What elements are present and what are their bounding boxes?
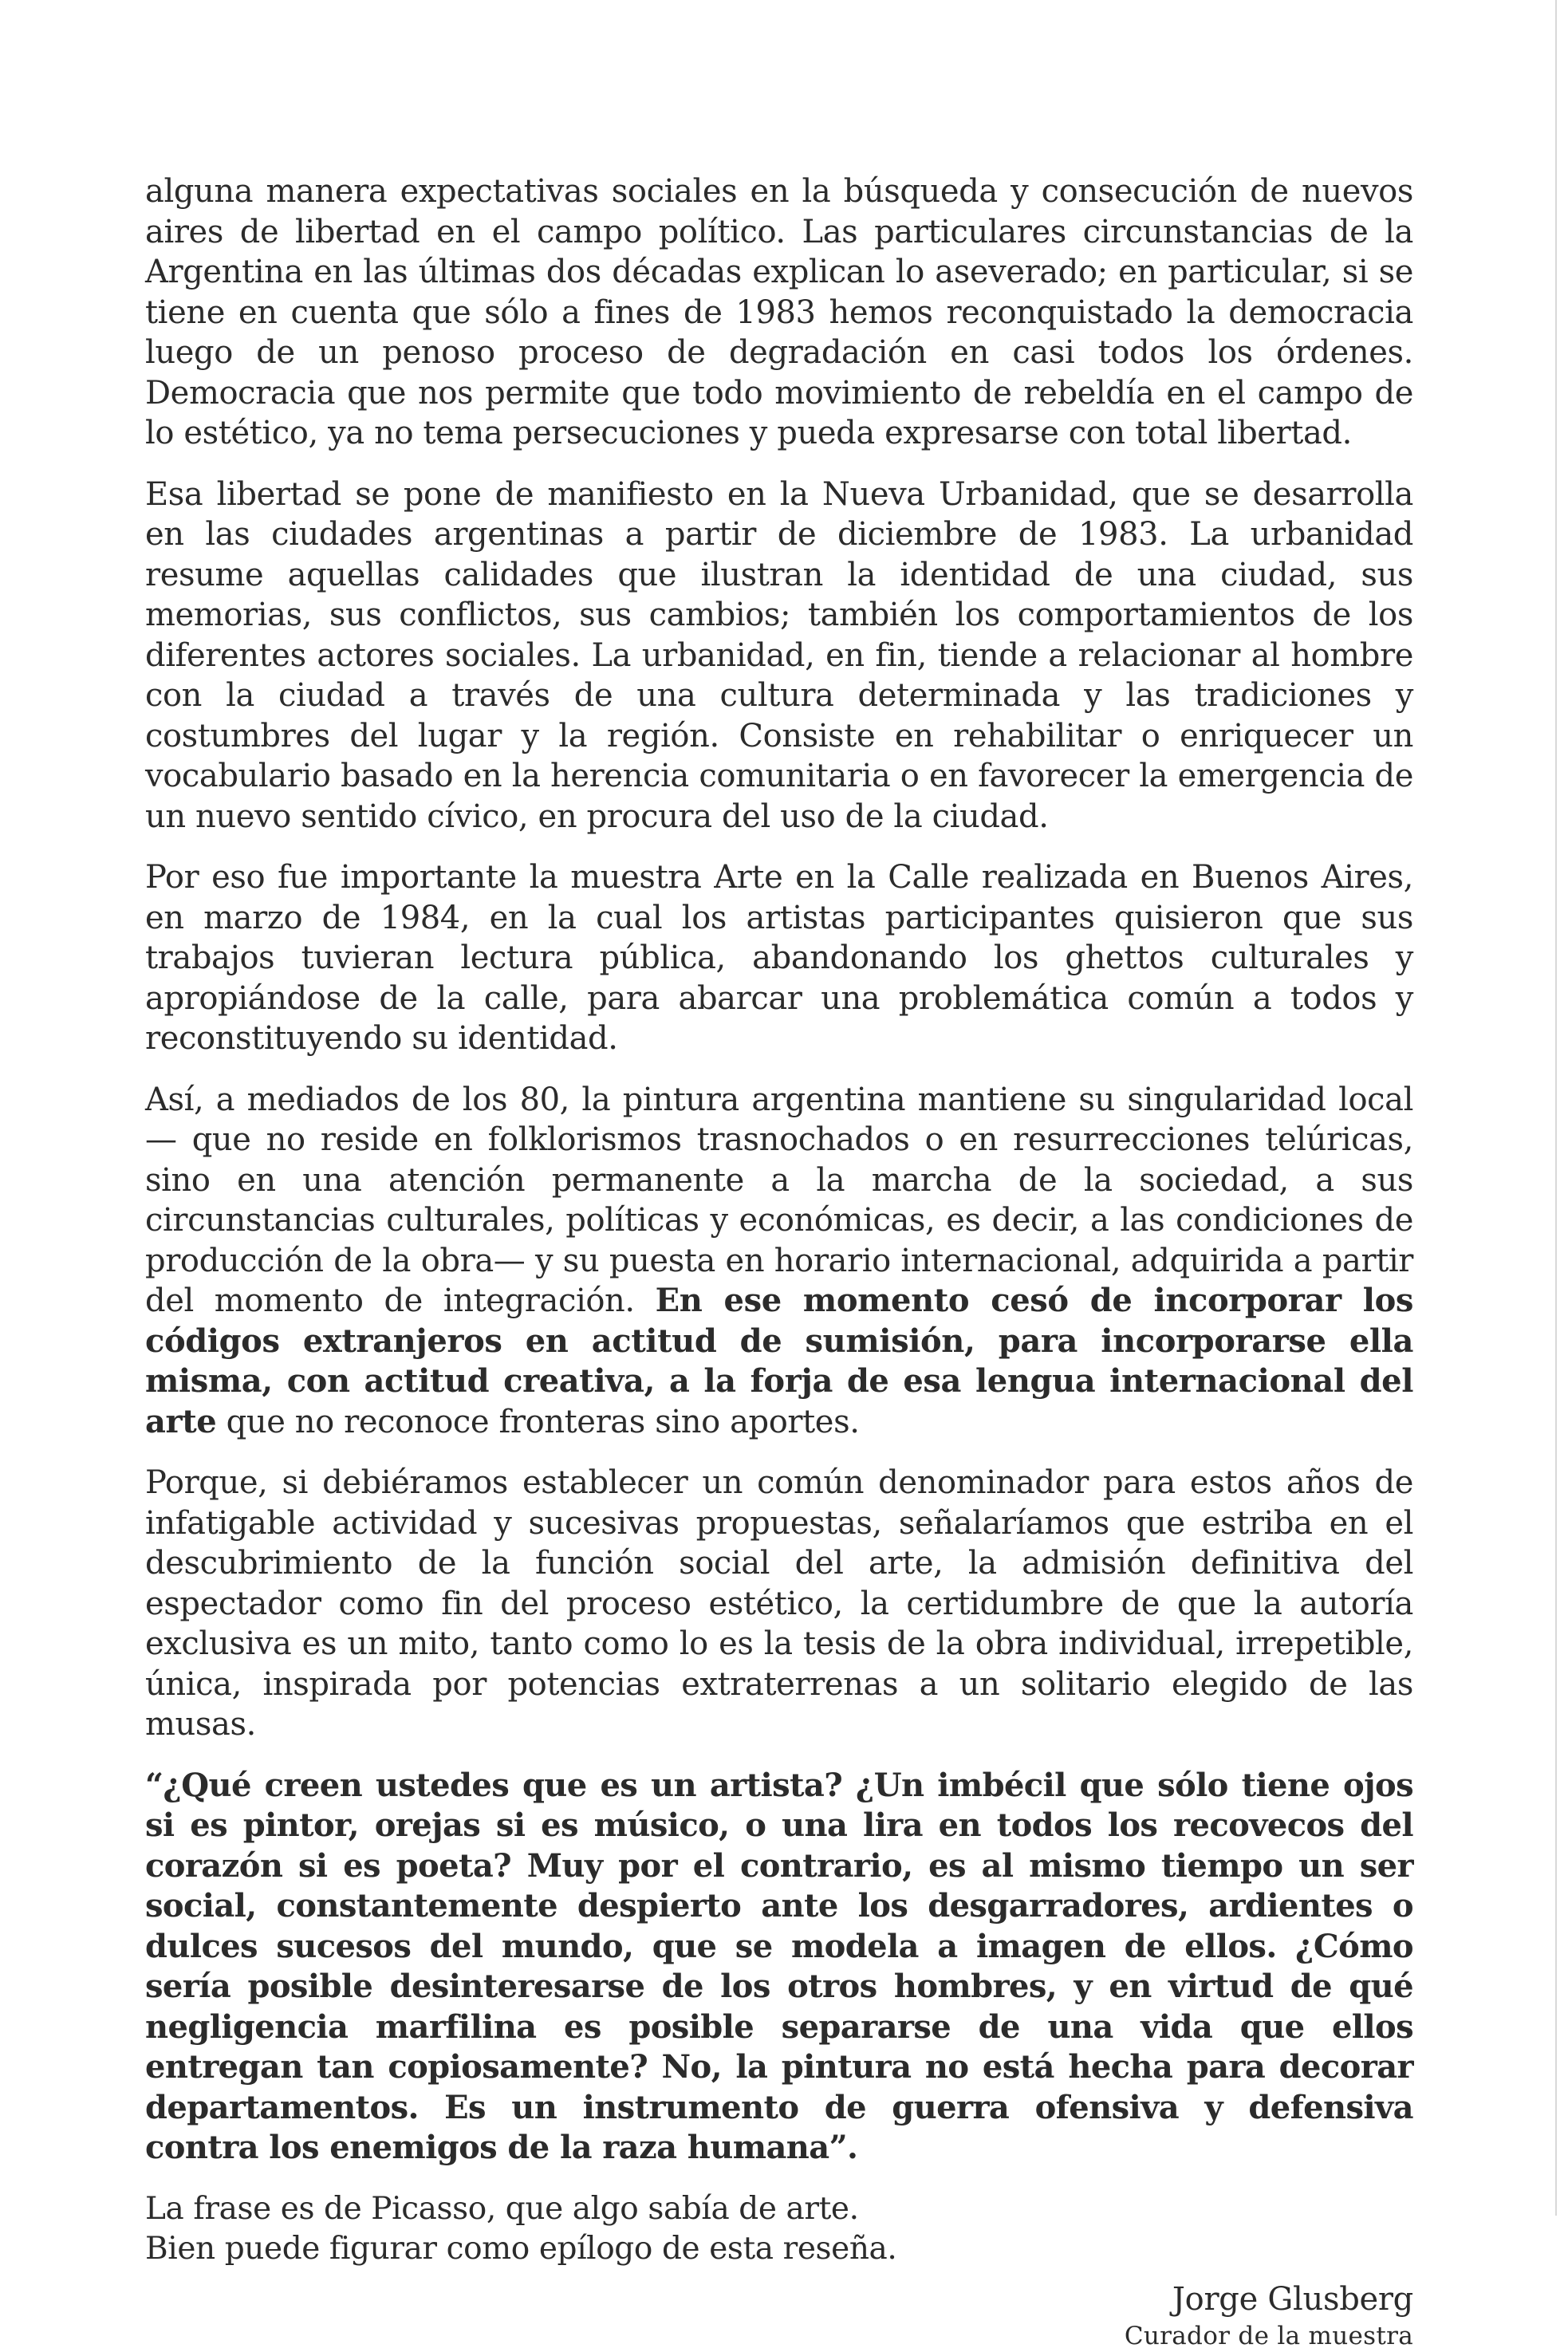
paragraph-4-bold: En ese momento cesó de incorporar los códigos extranjeros en actitud de sumisión, para incorporarse ella misma, con actitud creativa, a la forja de esa lengua internacional del arte (145, 1282, 1413, 1440)
signature-name: Jorge Glusberg (1172, 2280, 1413, 2318)
paragraph-1: alguna manera expectativas sociales en la búsqueda y consecución de nuevos aires de libertad en el campo político. Las particulares circunstancias de la Argentina en las últimas dos décadas explican lo aseverado; en particular, si se tiene en cuenta que sólo a fines de 1983 hemos reconquistado la democracia luego de un penoso proceso de degradación en casi todos los órdenes. Democracia que nos permite que todo movimiento de rebeldía en el campo de lo estético, ya no tema persecuciones y pueda expresarse con total libertad. (145, 173, 1413, 451)
closing-line-1: La frase es de Picasso, que algo sabía de arte. (145, 2190, 859, 2227)
signature-block (145, 2279, 1413, 2352)
paragraph-4-start: Así, a mediados de los 80, la pintura argentina mantiene su singularidad local — que no reside en folklorismos trasnochados o en resurrecciones telúricas, sino en una atención permanente a la marcha de la sociedad, a sus circunstancias culturales, políticas y económicas, es decir, a las condiciones de producción de la obra— y su puesta en horario internacional, adquirida a partir del momento de integración. (145, 1081, 1413, 1319)
signature-role: Curador de la muestra (1124, 2321, 1413, 2350)
paragraph-4-end: que no reconoce fronteras sino aportes. (216, 1403, 860, 1440)
paragraph-3: Por eso fue importante la muestra Arte en la Calle realizada en Buenos Aires, en marzo de 1984, en la cual los artistas participantes quisieron que sus trabajos tuvieran lectura pública, abandonando los ghettos culturales y apropiándose de la calle, para abarcar una problemática común a todos y reconstituyendo su identidad. (145, 859, 1413, 1057)
paragraph-4 (145, 1080, 1413, 1443)
paragraph-5: Porque, si debiéramos establecer un común denominador para estos años de infatigable actividad y sucesivas propuestas, señalaríamos que estriba en el descubrimiento de la función social del arte, la admisión definitiva del espectador como fin del proceso estético, la certidumbre de que la autoría exclusiva es un mito, tanto como lo es la tesis de la obra individual, irrepetible, única, inspirada por potencias extraterrenas a un solitario elegido de las musas. (145, 1464, 1413, 1743)
picasso-quote: “¿Qué creen ustedes que es un artista? ¿Un imbécil que sólo tiene ojos si es pintor, orejas si es músico, o una lira en todos los recovecos del corazón si es poeta? Muy por el contrario, es al mismo tiempo un ser social, constantemente despierto ante los desgarradores, ardientes o dulces sucesos del mundo, que se modela a imagen de ellos. ¿Cómo sería posible desinteresarse de los otros hombres, y en virtud de qué negligencia marfilina es posible separarse de una vida que ellos entregan tan copiosamente? No, la pintura no está hecha para decorar departamentos. Es un instrumento de guerra ofensiva y defensiva contra los enemigos de la raza humana”. (145, 1766, 1413, 2166)
document-page (145, 171, 1413, 2352)
closing-line-2: Bien puede figurar como epílogo de esta reseña. (145, 2230, 897, 2267)
paragraph-2: Esa libertad se pone de manifiesto en la Nueva Urbanidad, que se desarrolla en las ciudades argentinas a partir de diciembre de 1983. La urbanidad resume aquellas calidades que ilustran la identidad de una ciudad, sus memorias, sus conflictos, sus cambios; también los comportamientos de los diferentes actores sociales. La urbanidad, en fin, tiende a relacionar al hombre con la ciudad a través de una cultura determinada y las tradiciones y costumbres del lugar y la región. Consiste en rehabilitar o enriquecer un vocabulario basado en la herencia comunitaria o en favorecer la emergencia de un nuevo sentido cívico, en procura del uso de la ciudad. (145, 475, 1413, 835)
page-edge-line (1555, 0, 1557, 2216)
